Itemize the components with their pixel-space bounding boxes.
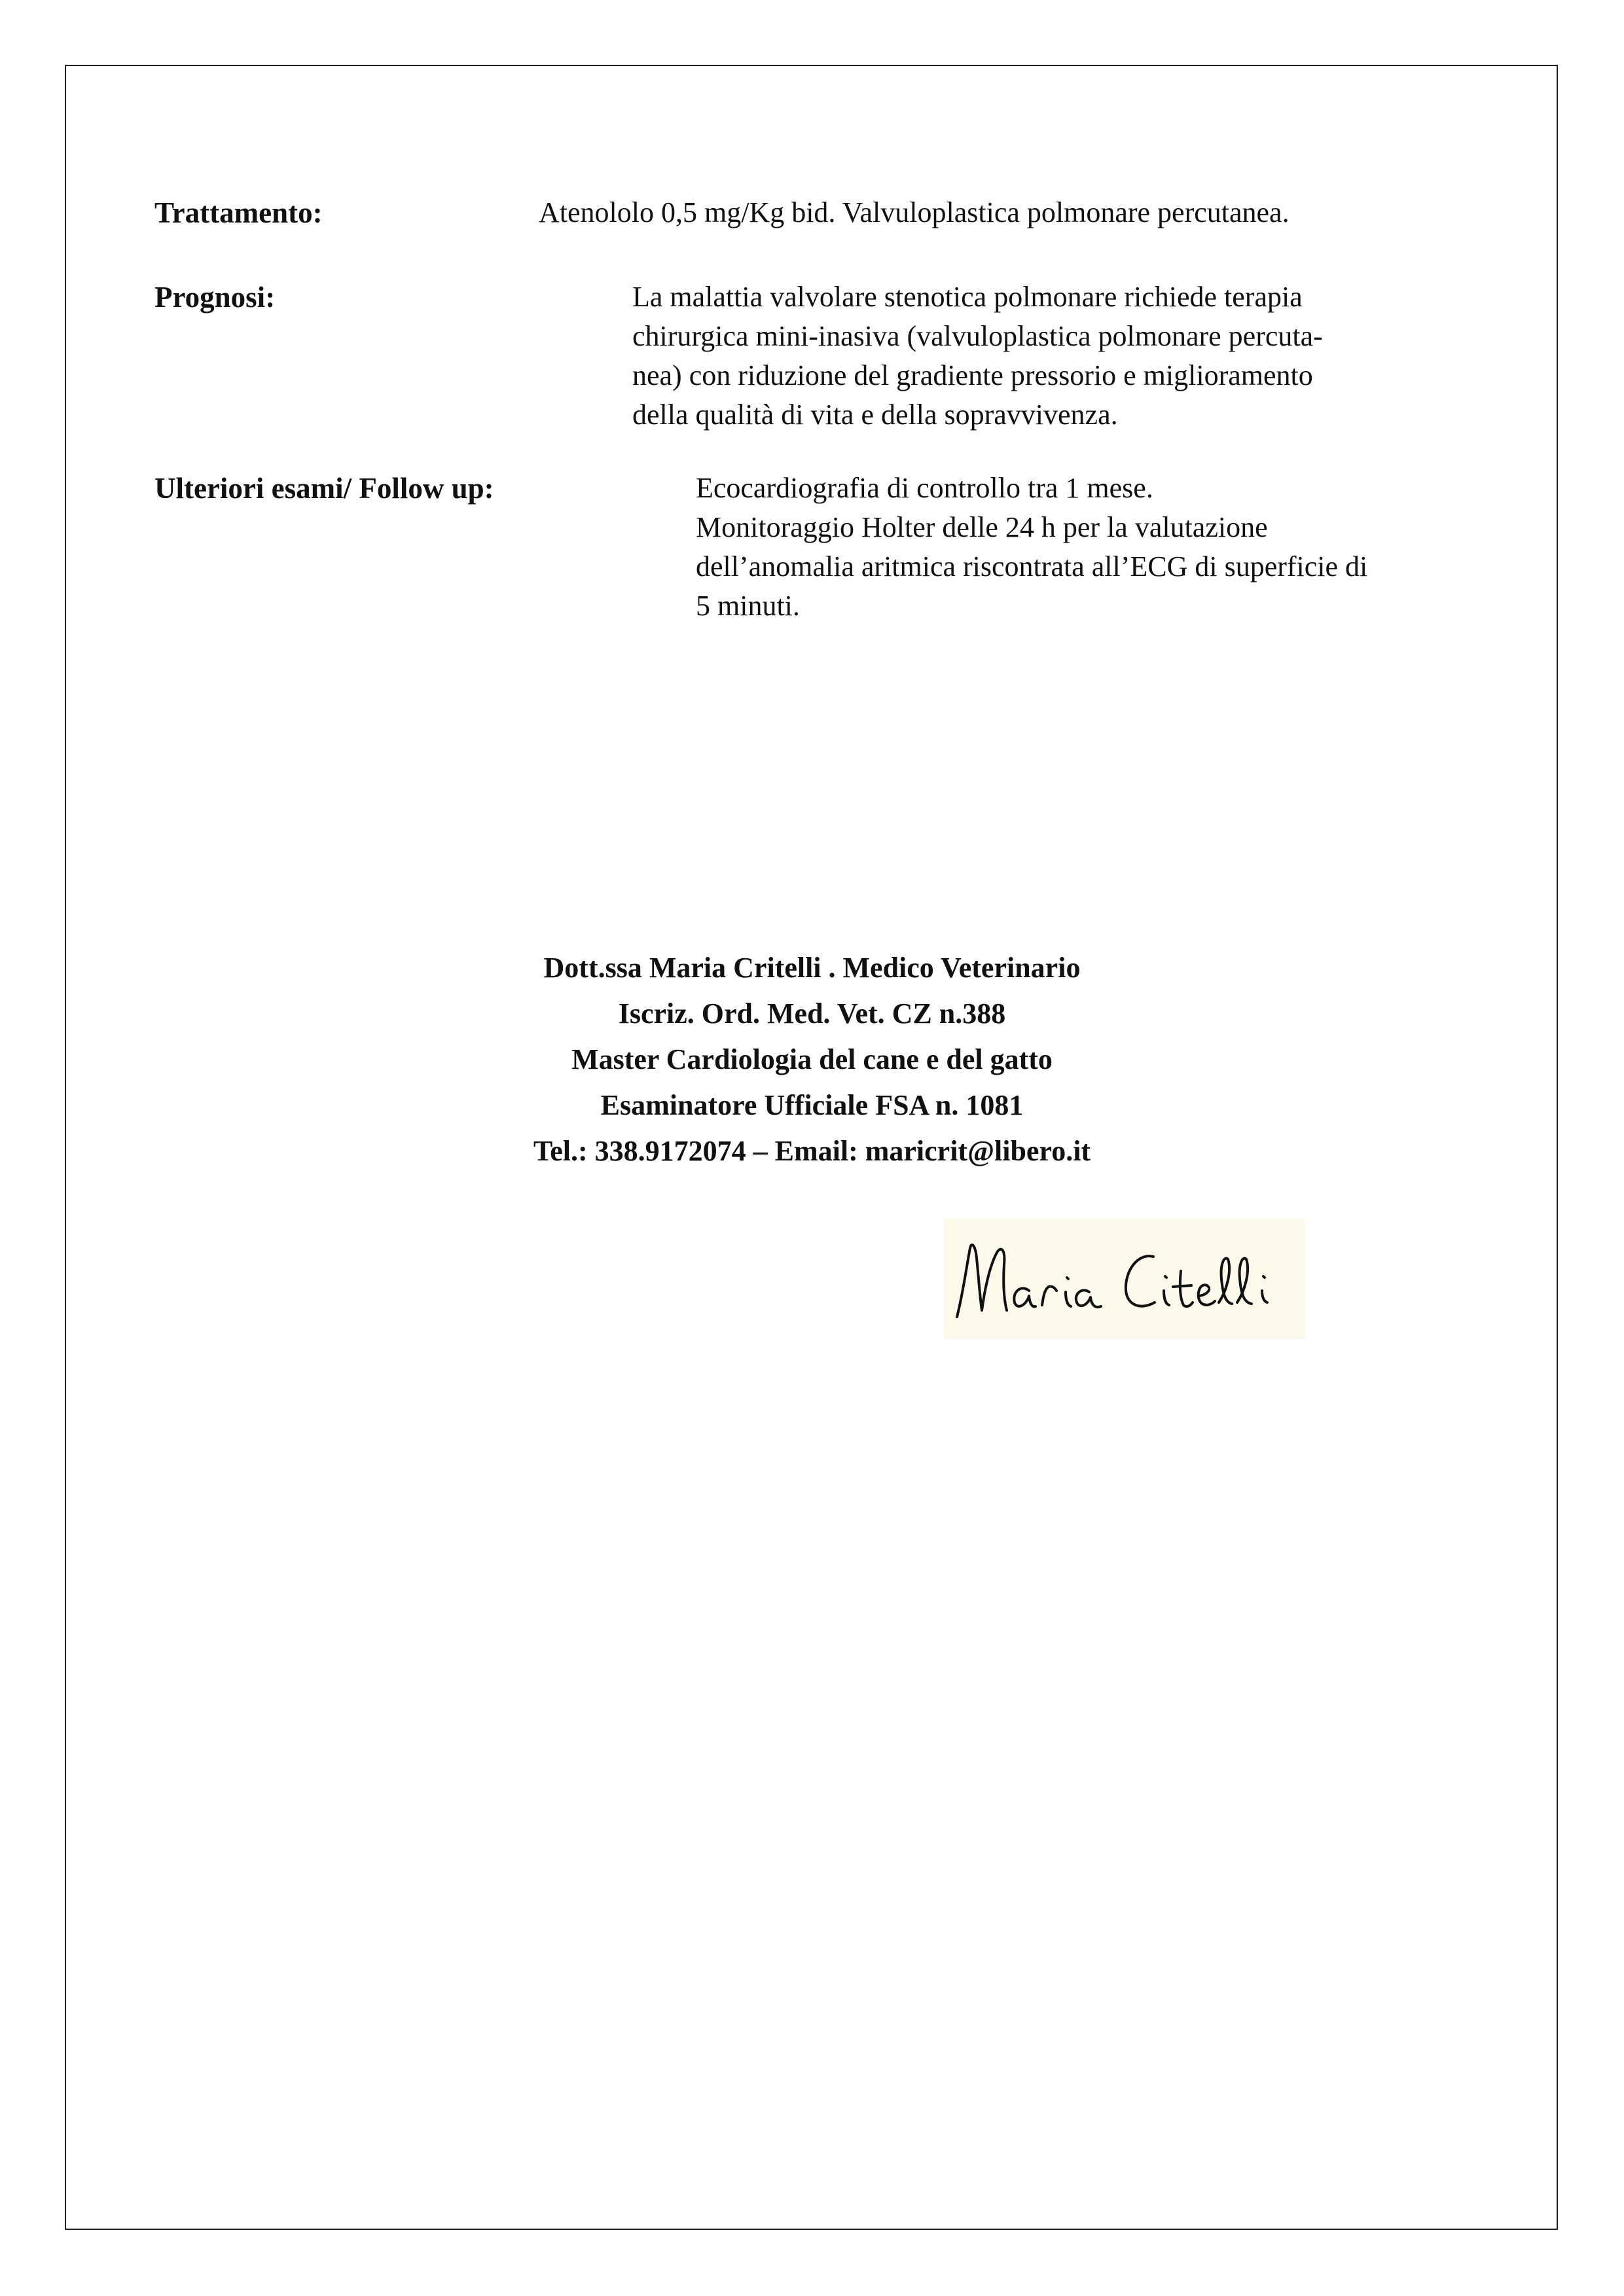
- prognosis-line: nea) con riduzione del gradiente pressorio e miglioramento: [632, 359, 1313, 391]
- handwritten-signature: [944, 1219, 1305, 1339]
- qualification: Master Cardiologia del cane e del gatto: [571, 1043, 1053, 1075]
- treatment-label: Trattamento:: [154, 196, 323, 229]
- prognosis-text: [632, 278, 1323, 435]
- treatment-line: Atenololo 0,5 mg/Kg bid. Valvuloplastica polmonare percutanea.: [539, 196, 1290, 228]
- treatment-text: [539, 193, 1290, 232]
- prognosis-line: della qualità di vita e della sopravvivenza.: [632, 399, 1118, 431]
- followup-line: dell’anomalia aritmica riscontrata all’ECG di superficie di: [696, 550, 1368, 583]
- doctor-name: Dott.ssa Maria Critelli . Medico Veterinario: [543, 952, 1081, 984]
- followup-text: [696, 469, 1367, 626]
- followup-line: Monitoraggio Holter delle 24 h per la valutazione: [696, 511, 1268, 543]
- prognosis-line: chirurgica mini-inasiva (valvuloplastica polmonare percuta-: [632, 320, 1323, 352]
- examiner-title: Esaminatore Ufficiale FSA n. 1081: [600, 1089, 1024, 1121]
- followup-label: Ulteriori esami/ Follow up:: [154, 472, 494, 505]
- followup-line: Ecocardiografia di controllo tra 1 mese.: [696, 472, 1153, 504]
- prognosis-label: Prognosi:: [154, 281, 276, 314]
- prognosis-line: La malattia valvolare stenotica polmonare richiede terapia: [632, 281, 1303, 313]
- contact-info: Tel.: 338.9172074 – Email: maricrit@libero.it: [533, 1135, 1091, 1167]
- registration-number: Iscriz. Ord. Med. Vet. CZ n.388: [618, 997, 1006, 1030]
- signature-block: [0, 945, 1624, 1174]
- followup-line: 5 minuti.: [696, 590, 800, 622]
